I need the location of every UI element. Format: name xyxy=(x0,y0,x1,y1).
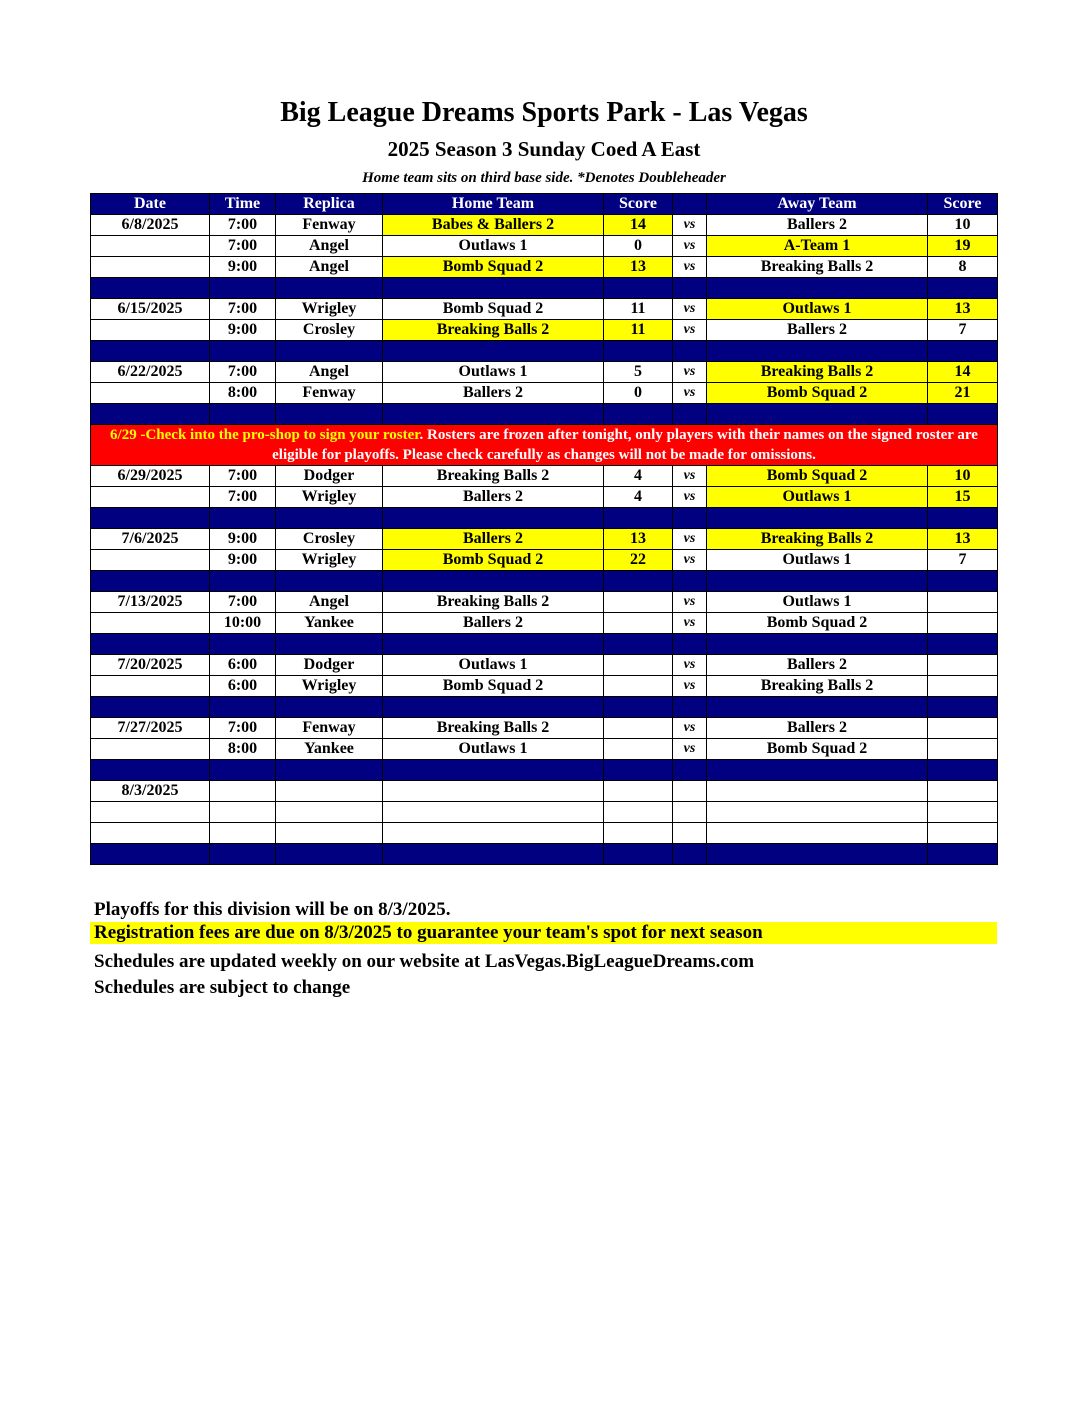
home-team-cell: Bomb Squad 2 xyxy=(383,676,604,697)
website-note: Schedules are updated weekly on our website at LasVegas.BigLeagueDreams.com xyxy=(94,951,755,972)
separator-cell xyxy=(707,760,928,781)
empty-cell xyxy=(673,802,707,823)
date-cell: 6/29/2025 xyxy=(91,466,210,487)
empty-cell xyxy=(604,823,673,844)
away-team-cell: Breaking Balls 2 xyxy=(707,676,928,697)
game-row xyxy=(91,299,998,320)
empty-cell xyxy=(383,781,604,802)
away-score-cell: 13 xyxy=(928,529,998,550)
separator-row xyxy=(91,760,998,781)
roster-notice xyxy=(91,425,998,466)
game-row xyxy=(91,613,998,634)
home-score-cell xyxy=(604,613,673,634)
away-score-cell: 7 xyxy=(928,550,998,571)
game-row xyxy=(91,215,998,236)
home-team-cell: Outlaws 1 xyxy=(383,362,604,383)
empty-row xyxy=(91,781,998,802)
separator-row xyxy=(91,844,998,865)
time-cell: 7:00 xyxy=(210,592,276,613)
separator-cell xyxy=(707,404,928,425)
separator-cell xyxy=(928,508,998,529)
date-cell xyxy=(91,739,210,760)
home-team-cell: Breaking Balls 2 xyxy=(383,592,604,613)
separator-cell xyxy=(604,697,673,718)
separator-cell xyxy=(91,508,210,529)
away-team-cell: Outlaws 1 xyxy=(707,299,928,320)
time-cell: 7:00 xyxy=(210,299,276,320)
separator-cell xyxy=(210,508,276,529)
away-team-cell: Ballers 2 xyxy=(707,655,928,676)
time-cell: 7:00 xyxy=(210,215,276,236)
separator-cell xyxy=(673,278,707,299)
game-row xyxy=(91,362,998,383)
away-team-cell: Ballers 2 xyxy=(707,320,928,341)
empty-cell xyxy=(673,781,707,802)
separator-cell xyxy=(673,634,707,655)
empty-cell xyxy=(276,802,383,823)
away-score-cell: 13 xyxy=(928,299,998,320)
separator-cell xyxy=(276,634,383,655)
vs-cell: vs xyxy=(673,487,707,508)
empty-cell xyxy=(707,781,928,802)
separator-cell xyxy=(383,404,604,425)
game-row xyxy=(91,466,998,487)
date-cell xyxy=(91,802,210,823)
field-cell: Wrigley xyxy=(276,487,383,508)
vs-cell: vs xyxy=(673,739,707,760)
home-score-cell: 13 xyxy=(604,257,673,278)
separator-cell xyxy=(604,278,673,299)
field-cell: Angel xyxy=(276,257,383,278)
game-row xyxy=(91,487,998,508)
away-team-cell: Bomb Squad 2 xyxy=(707,466,928,487)
vs-cell: vs xyxy=(673,320,707,341)
separator-cell xyxy=(91,341,210,362)
away-team-cell: Outlaws 1 xyxy=(707,550,928,571)
away-score-cell: 8 xyxy=(928,257,998,278)
time-cell: 9:00 xyxy=(210,529,276,550)
separator-cell xyxy=(673,341,707,362)
separator-cell xyxy=(210,634,276,655)
change-note: Schedules are subject to change xyxy=(94,977,351,998)
separator-row xyxy=(91,571,998,592)
home-score-cell: 5 xyxy=(604,362,673,383)
date-cell xyxy=(91,383,210,404)
separator-cell xyxy=(928,341,998,362)
field-cell: Fenway xyxy=(276,718,383,739)
empty-cell xyxy=(928,781,998,802)
separator-row xyxy=(91,341,998,362)
vs-cell: vs xyxy=(673,362,707,383)
playoffs-note: Playoffs for this division will be on 8/3/2025. xyxy=(94,899,451,920)
game-row xyxy=(91,383,998,404)
roster-notice-row xyxy=(91,425,998,466)
away-score-cell: 19 xyxy=(928,236,998,257)
vs-cell: vs xyxy=(673,299,707,320)
time-cell: 6:00 xyxy=(210,676,276,697)
page-subtitle: 2025 Season 3 Sunday Coed A East xyxy=(387,137,701,161)
home-team-cell: Ballers 2 xyxy=(383,529,604,550)
empty-cell xyxy=(210,823,276,844)
separator-row xyxy=(91,508,998,529)
empty-cell xyxy=(210,781,276,802)
date-cell: 7/13/2025 xyxy=(91,592,210,613)
schedule-note: Home team sits on third base side. *Denotes Doubleheader xyxy=(362,170,726,186)
separator-cell xyxy=(673,697,707,718)
home-score-cell: 22 xyxy=(604,550,673,571)
vs-cell: vs xyxy=(673,655,707,676)
separator-cell xyxy=(604,508,673,529)
separator-cell xyxy=(928,697,998,718)
away-team-cell: Bomb Squad 2 xyxy=(707,739,928,760)
time-cell: 7:00 xyxy=(210,487,276,508)
home-score-cell: 11 xyxy=(604,299,673,320)
date-cell: 8/3/2025 xyxy=(91,781,210,802)
away-score-cell xyxy=(928,592,998,613)
date-cell xyxy=(91,257,210,278)
separator-cell xyxy=(707,844,928,865)
separator-cell xyxy=(604,634,673,655)
home-team-cell: Bomb Squad 2 xyxy=(383,257,604,278)
home-score-cell xyxy=(604,739,673,760)
time-cell: 7:00 xyxy=(210,362,276,383)
away-team-cell: A-Team 1 xyxy=(707,236,928,257)
separator-cell xyxy=(604,571,673,592)
separator-cell xyxy=(210,404,276,425)
date-cell xyxy=(91,487,210,508)
col-date: Date xyxy=(91,194,210,215)
away-score-cell xyxy=(928,655,998,676)
time-cell: 7:00 xyxy=(210,718,276,739)
field-cell: Fenway xyxy=(276,383,383,404)
empty-cell xyxy=(383,802,604,823)
date-cell: 7/6/2025 xyxy=(91,529,210,550)
separator-cell xyxy=(604,844,673,865)
separator-cell xyxy=(210,697,276,718)
separator-cell xyxy=(276,508,383,529)
home-score-cell xyxy=(604,718,673,739)
empty-cell xyxy=(928,823,998,844)
separator-cell xyxy=(383,697,604,718)
separator-row xyxy=(91,404,998,425)
empty-cell xyxy=(707,823,928,844)
col-replica: Replica xyxy=(276,194,383,215)
col-away-score: Score xyxy=(928,194,998,215)
date-cell xyxy=(91,676,210,697)
separator-cell xyxy=(91,571,210,592)
away-score-cell xyxy=(928,718,998,739)
separator-cell xyxy=(383,634,604,655)
empty-cell xyxy=(707,802,928,823)
away-team-cell: Outlaws 1 xyxy=(707,487,928,508)
vs-cell: vs xyxy=(673,236,707,257)
away-score-cell xyxy=(928,613,998,634)
separator-cell xyxy=(673,844,707,865)
empty-cell xyxy=(928,802,998,823)
home-team-cell: Outlaws 1 xyxy=(383,655,604,676)
home-team-cell: Outlaws 1 xyxy=(383,236,604,257)
home-score-cell: 0 xyxy=(604,383,673,404)
vs-cell: vs xyxy=(673,257,707,278)
away-team-cell: Breaking Balls 2 xyxy=(707,362,928,383)
vs-cell: vs xyxy=(673,466,707,487)
home-team-cell: Bomb Squad 2 xyxy=(383,299,604,320)
away-team-cell: Breaking Balls 2 xyxy=(707,257,928,278)
away-score-cell: 14 xyxy=(928,362,998,383)
separator-cell xyxy=(383,278,604,299)
vs-cell: vs xyxy=(673,550,707,571)
col-time: Time xyxy=(210,194,276,215)
home-team-cell: Ballers 2 xyxy=(383,383,604,404)
separator-cell xyxy=(91,634,210,655)
away-team-cell: Ballers 2 xyxy=(707,215,928,236)
away-score-cell xyxy=(928,676,998,697)
date-cell xyxy=(91,550,210,571)
separator-cell xyxy=(383,341,604,362)
time-cell: 9:00 xyxy=(210,257,276,278)
time-cell: 10:00 xyxy=(210,613,276,634)
separator-cell xyxy=(383,571,604,592)
separator-cell xyxy=(91,760,210,781)
home-score-cell xyxy=(604,655,673,676)
separator-cell xyxy=(210,278,276,299)
separator-cell xyxy=(91,278,210,299)
home-score-cell: 14 xyxy=(604,215,673,236)
home-score-cell: 4 xyxy=(604,466,673,487)
separator-cell xyxy=(210,341,276,362)
separator-cell xyxy=(673,760,707,781)
away-team-cell: Ballers 2 xyxy=(707,718,928,739)
field-cell: Angel xyxy=(276,592,383,613)
separator-cell xyxy=(928,760,998,781)
registration-note: Registration fees are due on 8/3/2025 to guarantee your team's spot for next season xyxy=(90,922,997,944)
separator-cell xyxy=(707,278,928,299)
col-away-team: Away Team xyxy=(707,194,928,215)
game-row xyxy=(91,655,998,676)
away-score-cell: 21 xyxy=(928,383,998,404)
home-team-cell: Bomb Squad 2 xyxy=(383,550,604,571)
game-row xyxy=(91,236,998,257)
home-score-cell: 13 xyxy=(604,529,673,550)
separator-row xyxy=(91,278,998,299)
separator-cell xyxy=(276,697,383,718)
separator-cell xyxy=(91,844,210,865)
separator-row xyxy=(91,634,998,655)
date-cell: 6/8/2025 xyxy=(91,215,210,236)
separator-cell xyxy=(276,571,383,592)
field-cell: Yankee xyxy=(276,613,383,634)
field-cell: Angel xyxy=(276,362,383,383)
field-cell: Angel xyxy=(276,236,383,257)
separator-cell xyxy=(673,508,707,529)
away-score-cell: 15 xyxy=(928,487,998,508)
date-cell xyxy=(91,613,210,634)
separator-cell xyxy=(707,697,928,718)
vs-cell: vs xyxy=(673,215,707,236)
schedule-table xyxy=(90,193,998,865)
empty-cell xyxy=(604,781,673,802)
separator-cell xyxy=(673,571,707,592)
home-team-cell: Babes & Ballers 2 xyxy=(383,215,604,236)
separator-cell xyxy=(210,760,276,781)
empty-cell xyxy=(383,823,604,844)
separator-cell xyxy=(928,634,998,655)
away-score-cell: 10 xyxy=(928,215,998,236)
date-cell: 6/15/2025 xyxy=(91,299,210,320)
vs-cell: vs xyxy=(673,592,707,613)
home-team-cell: Breaking Balls 2 xyxy=(383,718,604,739)
separator-cell xyxy=(707,341,928,362)
field-cell: Dodger xyxy=(276,466,383,487)
separator-cell xyxy=(673,404,707,425)
separator-cell xyxy=(383,760,604,781)
separator-cell xyxy=(604,760,673,781)
empty-cell xyxy=(604,802,673,823)
separator-cell xyxy=(928,844,998,865)
away-score-cell: 7 xyxy=(928,320,998,341)
time-cell: 7:00 xyxy=(210,466,276,487)
separator-cell xyxy=(604,341,673,362)
separator-cell xyxy=(383,508,604,529)
time-cell: 9:00 xyxy=(210,320,276,341)
empty-cell xyxy=(276,781,383,802)
separator-cell xyxy=(707,634,928,655)
vs-cell: vs xyxy=(673,676,707,697)
separator-cell xyxy=(276,404,383,425)
field-cell: Fenway xyxy=(276,215,383,236)
time-cell: 8:00 xyxy=(210,383,276,404)
game-row xyxy=(91,320,998,341)
field-cell: Wrigley xyxy=(276,550,383,571)
vs-cell: vs xyxy=(673,613,707,634)
time-cell: 7:00 xyxy=(210,236,276,257)
separator-cell xyxy=(276,760,383,781)
home-score-cell: 11 xyxy=(604,320,673,341)
page-title: Big League Dreams Sports Park - Las Vegas xyxy=(280,97,808,128)
date-cell: 7/20/2025 xyxy=(91,655,210,676)
separator-row xyxy=(91,697,998,718)
separator-cell xyxy=(276,341,383,362)
separator-cell xyxy=(210,844,276,865)
separator-cell xyxy=(276,278,383,299)
separator-cell xyxy=(707,571,928,592)
date-cell xyxy=(91,320,210,341)
header-row xyxy=(91,194,998,215)
game-row xyxy=(91,257,998,278)
time-cell: 6:00 xyxy=(210,655,276,676)
empty-cell xyxy=(276,823,383,844)
home-team-cell: Outlaws 1 xyxy=(383,739,604,760)
away-team-cell: Bomb Squad 2 xyxy=(707,383,928,404)
field-cell: Crosley xyxy=(276,529,383,550)
col-home-team: Home Team xyxy=(383,194,604,215)
empty-cell xyxy=(673,823,707,844)
date-cell xyxy=(91,823,210,844)
separator-cell xyxy=(928,278,998,299)
home-team-cell: Ballers 2 xyxy=(383,613,604,634)
vs-cell: vs xyxy=(673,718,707,739)
game-row xyxy=(91,718,998,739)
home-team-cell: Breaking Balls 2 xyxy=(383,466,604,487)
notice-text: . Rosters are frozen after tonight, only players with their names on the signed roster are eligible for playoffs. Please check carefully as changes will not be made for omissions. xyxy=(272,427,978,463)
date-cell xyxy=(91,236,210,257)
home-score-cell: 4 xyxy=(604,487,673,508)
time-cell: 9:00 xyxy=(210,550,276,571)
separator-cell xyxy=(928,571,998,592)
game-row xyxy=(91,529,998,550)
separator-cell xyxy=(707,508,928,529)
col-vs xyxy=(673,194,707,215)
away-score-cell xyxy=(928,739,998,760)
separator-cell xyxy=(383,844,604,865)
vs-cell: vs xyxy=(673,383,707,404)
notice-date: 6/29 xyxy=(110,427,137,443)
home-score-cell xyxy=(604,592,673,613)
field-cell: Yankee xyxy=(276,739,383,760)
separator-cell xyxy=(91,697,210,718)
field-cell: Crosley xyxy=(276,320,383,341)
separator-cell xyxy=(604,404,673,425)
game-row xyxy=(91,676,998,697)
away-team-cell: Bomb Squad 2 xyxy=(707,613,928,634)
empty-row xyxy=(91,802,998,823)
date-cell: 6/22/2025 xyxy=(91,362,210,383)
home-score-cell: 0 xyxy=(604,236,673,257)
notice-highlight: -Check into the pro-shop to sign your roster xyxy=(136,427,420,443)
field-cell: Wrigley xyxy=(276,676,383,697)
separator-cell xyxy=(928,404,998,425)
empty-row xyxy=(91,823,998,844)
separator-cell xyxy=(276,844,383,865)
home-score-cell xyxy=(604,676,673,697)
game-row xyxy=(91,550,998,571)
vs-cell: vs xyxy=(673,529,707,550)
away-team-cell: Outlaws 1 xyxy=(707,592,928,613)
separator-cell xyxy=(91,404,210,425)
home-team-cell: Ballers 2 xyxy=(383,487,604,508)
col-home-score: Score xyxy=(604,194,673,215)
home-team-cell: Breaking Balls 2 xyxy=(383,320,604,341)
game-row xyxy=(91,739,998,760)
separator-cell xyxy=(210,571,276,592)
date-cell: 7/27/2025 xyxy=(91,718,210,739)
field-cell: Wrigley xyxy=(276,299,383,320)
away-team-cell: Breaking Balls 2 xyxy=(707,529,928,550)
game-row xyxy=(91,592,998,613)
time-cell: 8:00 xyxy=(210,739,276,760)
away-score-cell: 10 xyxy=(928,466,998,487)
field-cell: Dodger xyxy=(276,655,383,676)
empty-cell xyxy=(210,802,276,823)
